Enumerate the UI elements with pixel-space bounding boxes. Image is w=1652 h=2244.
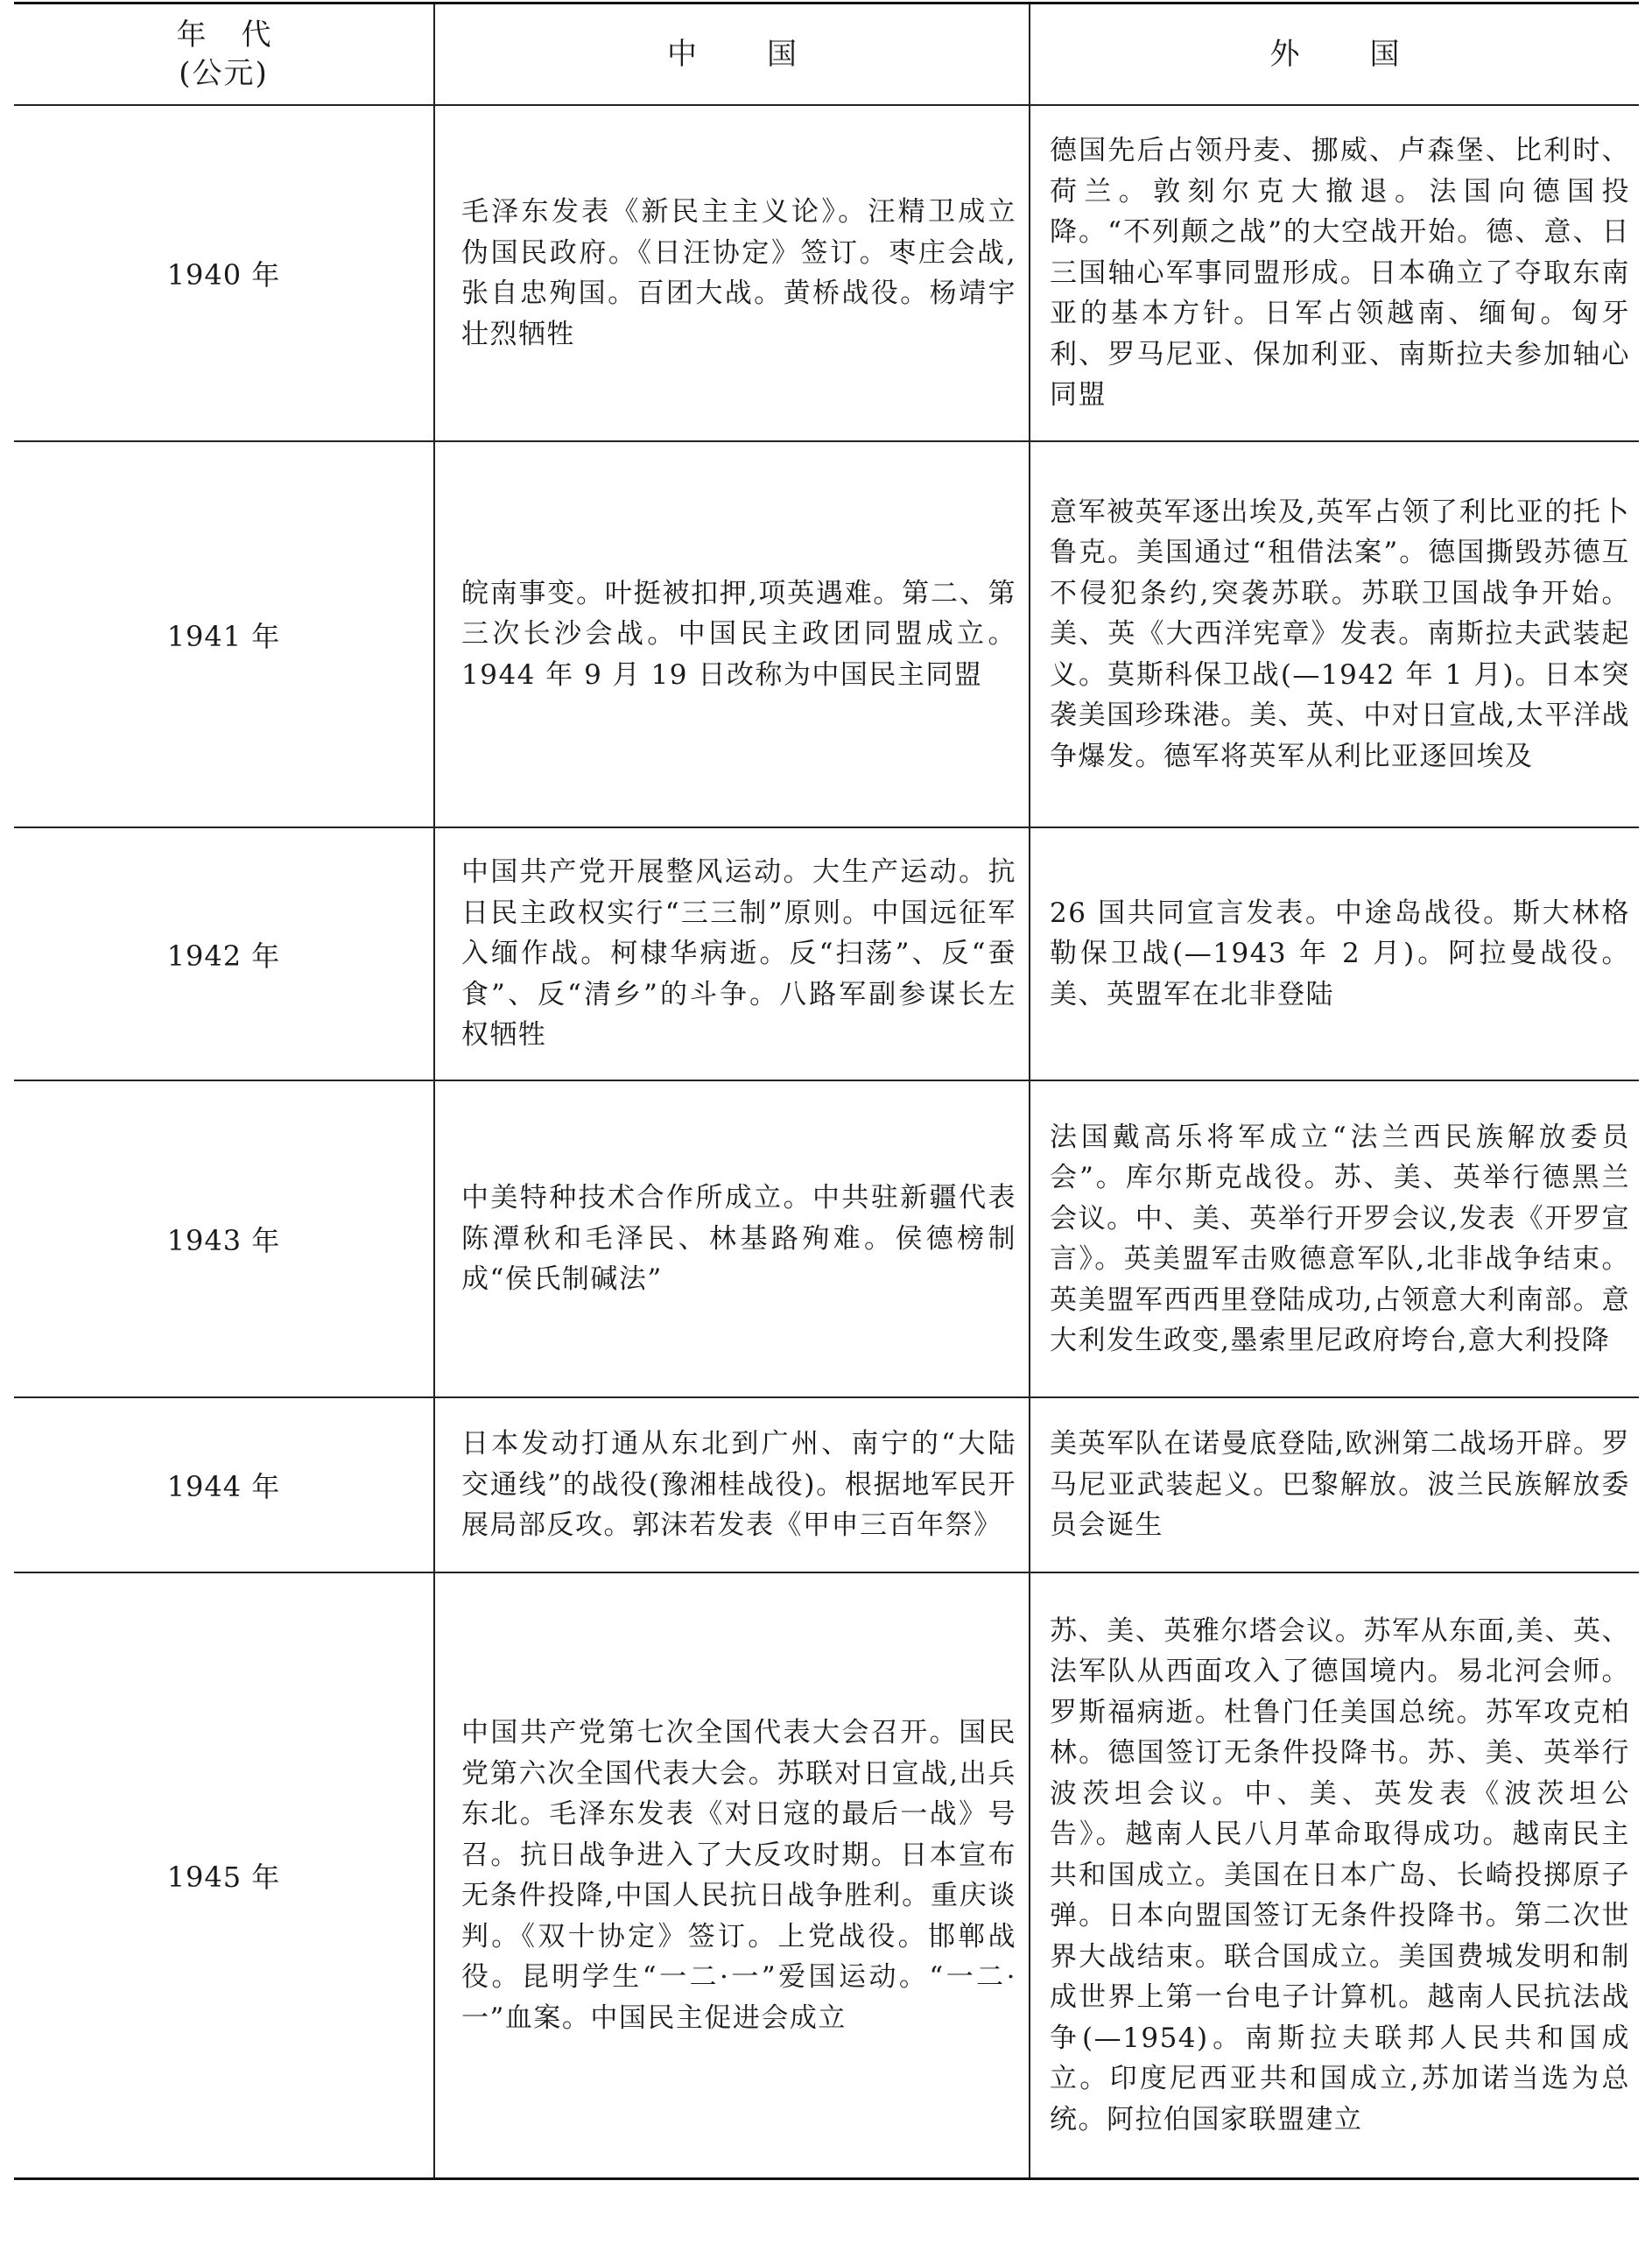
china-events-cell: 中美特种技术合作所成立。中共驻新疆代表陈潭秋和毛泽民、林基路殉难。侯德榜制成“侯氏制碱法” xyxy=(434,1080,1030,1397)
year-cell: 1940 年 xyxy=(14,105,434,441)
year-cell: 1945 年 xyxy=(14,1572,434,2179)
china-events-cell: 中国共产党第七次全国代表大会召开。国民党第六次全国代表大会。苏联对日宣战,出兵东北。毛泽东发表《对日寇的最后一战》号召。抗日战争进入了大反攻时期。日本宣布无条件投降,中国人民抗日战争胜利。重庆谈判。《双十协定》签订。上党战役。邯郸战役。昆明学生“一二·一”爱国运动。“一二·一”血案。中国民主促进会成立 xyxy=(434,1572,1030,2179)
header-foreign xyxy=(1030,4,1639,106)
table-row xyxy=(14,441,1639,827)
header-year-sublabel: (公元) xyxy=(179,56,269,91)
header-foreign-label: 外国 xyxy=(1269,37,1470,72)
table-row xyxy=(14,1397,1639,1572)
china-events-cell: 皖南事变。叶挺被扣押,项英遇难。第二、第三次长沙会战。中国民主政团同盟成立。1944 年 9 月 19 日改称为中国民主同盟 xyxy=(434,441,1030,827)
table-row xyxy=(14,827,1639,1080)
table-row xyxy=(14,1080,1639,1397)
foreign-events-cell: 美英军队在诺曼底登陆,欧洲第二战场开辟。罗马尼亚武装起义。巴黎解放。波兰民族解放委员会诞生 xyxy=(1030,1397,1639,1572)
header-row xyxy=(14,4,1639,106)
chronology-table xyxy=(14,2,1639,2180)
table-header xyxy=(14,4,1639,106)
year-cell: 1944 年 xyxy=(14,1397,434,1572)
china-events-cell: 中国共产党开展整风运动。大生产运动。抗日民主政权实行“三三制”原则。中国远征军入缅作战。柯棣华病逝。反“扫荡”、反“蚕食”、反“清乡”的斗争。八路军副参谋长左权牺牲 xyxy=(434,827,1030,1080)
header-year xyxy=(14,4,434,106)
foreign-events-cell: 意军被英军逐出埃及,英军占领了利比亚的托卜鲁克。美国通过“租借法案”。德国撕毁苏德互不侵犯条约,突袭苏联。苏联卫国战争开始。美、英《大西洋宪章》发表。南斯拉夫武装起义。莫斯科保卫战(—1942 年 1 月)。日本突袭美国珍珠港。美、英、中对日宣战,太平洋战争爆发。德军将英军从利比亚逐回埃及 xyxy=(1030,441,1639,827)
foreign-events-cell: 法国戴高乐将军成立“法兰西民族解放委员会”。库尔斯克战役。苏、美、英举行德黑兰会议。中、美、英举行开罗会议,发表《开罗宣言》。英美盟军击败德意军队,北非战争结束。英美盟军西西里登陆成功,占领意大利南部。意大利发生政变,墨索里尼政府垮台,意大利投降 xyxy=(1030,1080,1639,1397)
header-china xyxy=(434,4,1030,106)
table-row xyxy=(14,105,1639,441)
table-body xyxy=(14,105,1639,2179)
table-row xyxy=(14,1572,1639,2179)
foreign-events-cell: 26 国共同宣言发表。中途岛战役。斯大林格勒保卫战(—1943 年 2 月)。阿拉曼战役。美、英盟军在北非登陆 xyxy=(1030,827,1639,1080)
year-cell: 1941 年 xyxy=(14,441,434,827)
header-year-label: 年代 xyxy=(176,18,306,53)
header-china-label: 中国 xyxy=(667,37,867,72)
year-cell: 1942 年 xyxy=(14,827,434,1080)
foreign-events-cell: 苏、美、英雅尔塔会议。苏军从东面,美、英、法军队从西面攻入了德国境内。易北河会师。罗斯福病逝。杜鲁门任美国总统。苏军攻克柏林。德国签订无条件投降书。苏、美、英举行波茨坦会议。中、美、英发表《波茨坦公告》。越南人民八月革命取得成功。越南民主共和国成立。美国在日本广岛、长崎投掷原子弹。日本向盟国签订无条件投降书。第二次世界大战结束。联合国成立。美国费城发明和制成世界上第一台电子计算机。越南人民抗法战争(—1954)。南斯拉夫联邦人民共和国成立。印度尼西亚共和国成立,苏加诺当选为总统。阿拉伯国家联盟建立 xyxy=(1030,1572,1639,2179)
china-events-cell: 日本发动打通从东北到广州、南宁的“大陆交通线”的战役(豫湘桂战役)。根据地军民开展局部反攻。郭沫若发表《甲申三百年祭》 xyxy=(434,1397,1030,1572)
year-cell: 1943 年 xyxy=(14,1080,434,1397)
foreign-events-cell: 德国先后占领丹麦、挪威、卢森堡、比利时、荷兰。敦刻尔克大撤退。法国向德国投降。“不列颠之战”的大空战开始。德、意、日三国轴心军事同盟形成。日本确立了夺取东南亚的基本方针。日军占领越南、缅甸。匈牙利、罗马尼亚、保加利亚、南斯拉夫参加轴心同盟 xyxy=(1030,105,1639,441)
china-events-cell: 毛泽东发表《新民主主义论》。汪精卫成立伪国民政府。《日汪协定》签订。枣庄会战,张自忠殉国。百团大战。黄桥战役。杨靖宇壮烈牺牲 xyxy=(434,105,1030,441)
